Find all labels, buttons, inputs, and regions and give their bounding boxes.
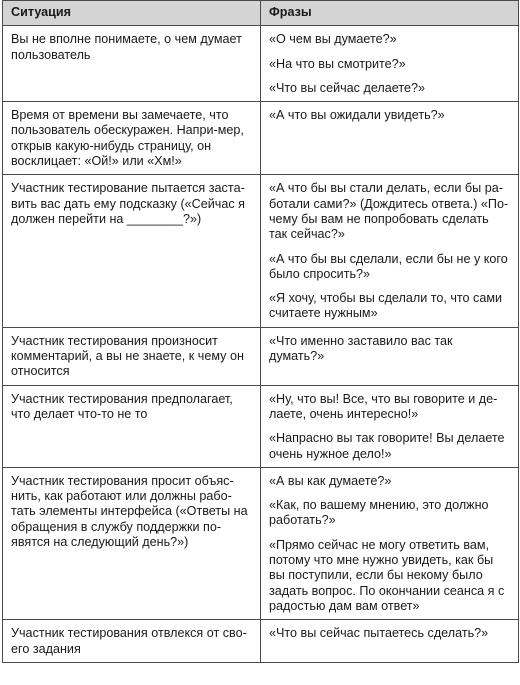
table-row — [3, 175, 519, 327]
phrase: «Что вы сейчас пытаетесь сделать?» — [269, 626, 489, 641]
situation-cell: Участник тестирования просит объяс-нить, как работают или должны рабо-тать элементы интерфейса («Ответы на обращения в службу поддержки по-явятся на следующий день?») — [3, 467, 261, 619]
phrases-cell — [261, 175, 519, 327]
phrase: «Что вы сейчас делаете?» — [269, 80, 425, 95]
phrases-cell — [261, 620, 519, 663]
phrases-cell — [261, 467, 519, 619]
phrases-cell — [261, 26, 519, 102]
phrase: «На что вы смотрите?» — [269, 56, 406, 71]
situation-cell: Время от времени вы замечаете, что пользователь обескуражен. Напри-мер, открыв какую-нибудь страницу, он восклицает: «Ой!» или «Хм!» — [3, 102, 261, 175]
phrase: «О чем вы думаете?» — [269, 32, 397, 47]
phrase: «А вы как думаете?» — [269, 473, 392, 488]
phrases-cell — [261, 327, 519, 385]
situation-cell: Участник тестирования произносит комментарий, а вы не знаете, к чему он относится — [3, 327, 261, 385]
header-situation: Ситуация — [3, 1, 261, 26]
table-header-row — [3, 1, 519, 26]
table-row — [3, 467, 519, 619]
phrase: «Прямо сейчас не могу ответить вам, потому что мне нужно увидеть, как бы вы поступили, если бы некому было задать вопрос. По окончании сеанса я с радостью дам вам ответ» — [269, 537, 505, 613]
phrase: «Что именно заставило вас так думать?» — [269, 333, 453, 364]
phrase: «Как, по вашему мнению, это должно работать?» — [269, 498, 489, 528]
phrase: «А что вы ожидали увидеть?» — [269, 108, 445, 123]
situation-cell: Вы не вполне понимаете, о чем думает пользователь — [3, 26, 261, 102]
phrases-cell — [261, 102, 519, 175]
phrase: «Ну, что вы! Все, что вы говорите и де-лаете, очень интересно!» — [269, 391, 498, 421]
situation-cell: Участник тестирования предполагает, что делает что-то не то — [3, 385, 261, 467]
phrases-cell — [261, 385, 519, 467]
phrase: «А что бы вы сделали, если бы не у кого было спросить?» — [269, 251, 508, 281]
table-row — [3, 26, 519, 102]
header-phrases: Фразы — [261, 1, 519, 26]
table-row — [3, 385, 519, 467]
table-row — [3, 620, 519, 663]
situation-cell: Участник тестирования отвлекся от сво-его задания — [3, 620, 261, 663]
table-row — [3, 327, 519, 385]
table-row — [3, 102, 519, 175]
situations-phrases-table — [2, 0, 519, 663]
phrase: «А что бы вы стали делать, если бы ра-ботали сами?» (Дождитесь ответа.) «По-чему бы вам не попробовать сделать так сейчас?» — [269, 181, 509, 242]
phrase: «Я хочу, чтобы вы сделали то, что сами считаете нужным» — [269, 291, 503, 321]
situation-cell: Участник тестирование пытается застa-вить вас дать ему подсказку («Сейчас я должен перейти на ________?») — [3, 175, 261, 327]
phrase: «Напрасно вы так говорите! Вы делаете очень нужное дело!» — [269, 431, 505, 461]
